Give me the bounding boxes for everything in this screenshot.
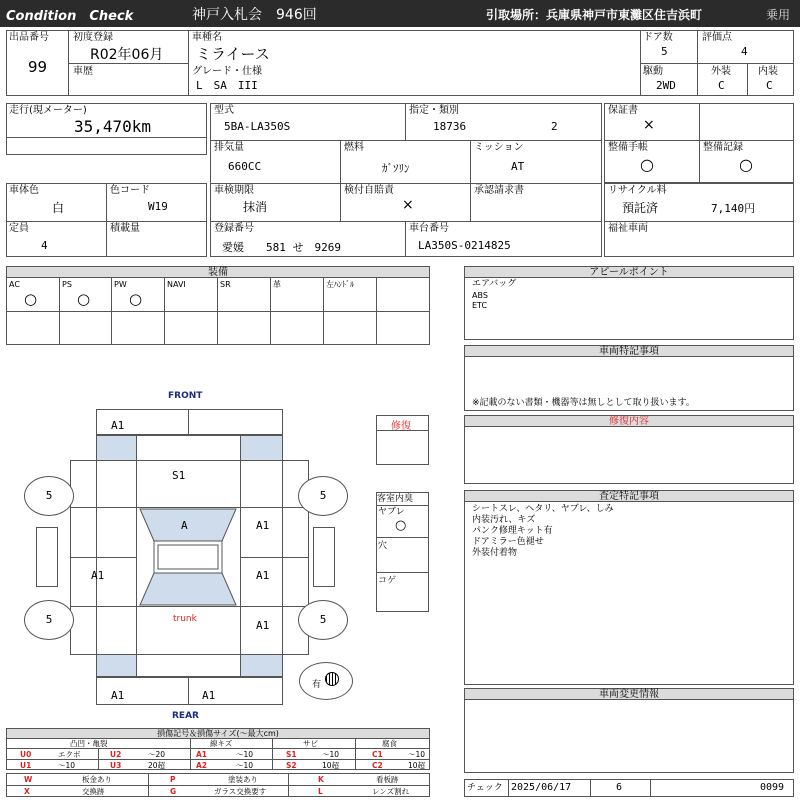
inspector-note-3: パンク修理キット有 [472,526,553,536]
legend-group-scratch: 線キズ [210,739,233,748]
check-label: チェック [467,783,503,793]
warranty-value: × [643,117,655,133]
inspection-label: 車検期限 [214,185,254,196]
legend-desc-l: レンズ割れ [372,787,410,796]
legend-code-u0: U0 [20,750,32,759]
legend-code-a1: A1 [196,750,208,759]
mission-label: ミッション [474,142,524,153]
load-label: 積載量 [110,223,140,234]
maint-record-label: 整備記録 [703,142,743,153]
equip-ac-label: AC [9,280,20,289]
legend-group-corrosion: 腐食 [382,739,397,748]
mark-left-rear-door: A1 [91,569,105,582]
mileage-label: 走行(現メーター) [9,105,87,116]
legend-desc-u1: ～10 [58,761,76,770]
legend-desc-u3: 20超 [148,761,166,770]
capacity-label: 定員 [9,223,29,234]
exterior-value: C [718,79,725,92]
mark-right-rear-door: A1 [256,569,270,582]
odor-tear-label: ヤブレ [378,507,405,517]
legend-code-k: K [318,775,324,784]
body-color-label: 車体色 [9,185,39,196]
legend-desc-u2: ～20 [148,750,166,759]
inspector-note-1: シートスレ、ヘタリ、ヤブレ、しみ [472,504,614,514]
warranty-label: 保証書 [608,105,638,116]
special-title: 車両特記事項 [464,345,794,357]
equip-pw-label: PW [114,280,127,289]
legend-desc-s1: ～10 [322,750,340,759]
legend-code-u1: U1 [20,761,32,770]
maint-book-label: 整備手帳 [608,142,648,153]
history-label: 車歴 [73,66,93,77]
odor-hole-label: 穴 [378,541,388,551]
pickup-location: 引取場所：兵庫県神戸市東灘区住吉浜町 [486,8,703,22]
repair-content-box [464,426,794,484]
chassis-value: LA350S-0214825 [418,239,511,252]
inspector-note-4: ドアミラー色褪せ [472,537,544,547]
body-color-value: 白 [52,201,65,215]
car-name-value: ミライース [196,45,270,63]
doors-label: ドア数 [643,32,673,43]
reg-no-value: 愛媛 581 せ 9269 [222,241,341,254]
legend-desc-w: 板金あり [82,775,112,784]
front-label: FRONT [168,391,203,401]
equip-ac-value: ○ [24,290,38,308]
mark-roof: A [181,519,188,532]
tire-front-left: 5 [24,476,74,516]
model-value: 5BA-LA350S [224,120,291,133]
displacement-value: 660CC [228,160,262,173]
legend-desc-p: 塗装あり [228,775,258,784]
exterior-label: 外装 [711,66,731,77]
rear-label: REAR [172,711,199,721]
insurance-value: × [402,197,414,213]
score-label: 評価点 [702,32,732,43]
changes-box [464,699,794,773]
equip-sr-label: SR [220,280,231,289]
spare-tire-label: 有 [312,680,322,690]
trunk-label: trunk [173,614,197,624]
legend-desc-u0: エクボ [58,750,81,759]
appeal-line-1: エアバッグ [472,279,517,289]
reg-no-label: 登録番号 [214,223,254,234]
legend-code-s2: S2 [286,761,297,770]
mark-hood: S1 [172,469,186,482]
designation-label: 指定・類別 [409,105,459,116]
recycle-label: リサイクル料 [608,185,667,196]
grade-label: グレード・仕様 [192,66,262,77]
inspection-value: 抹消 [243,200,268,214]
legend-desc-c2: 10超 [408,761,426,770]
recycle-amount: 7,140円 [711,202,756,215]
legend-code-u3: U3 [110,761,122,770]
displacement-label: 排気量 [214,142,244,153]
drive-value: 2WD [656,79,676,92]
equip-ps-value: ○ [77,290,91,308]
appeal-title: アピールポイント [464,266,794,278]
odor-burn-label: コゲ [378,576,397,586]
legend-code-p: P [170,775,176,784]
check-number: 6 [616,782,623,793]
legend-group-rust: サビ [303,739,318,748]
appeal-line-2: ABS [472,291,488,300]
legend-desc-g: ガラス交換要す [214,787,267,796]
mark-right-front-door: A1 [256,519,270,532]
legend-group-dent: 凸凹・亀裂 [70,739,108,748]
brand-title: Condition Check [6,9,134,24]
interior-value: C [766,79,773,92]
legend-code-s1: S1 [286,750,297,759]
mileage-value: 35,470km [74,117,152,136]
odor-title: 客室内臭 [377,494,414,504]
color-code-value: W19 [148,200,168,213]
equipment-title: 装備 [6,266,430,278]
legend-desc-a2: ～10 [236,761,254,770]
legend-title: 損傷記号＆損傷サイズ(～最大cm) [6,728,430,739]
legend-desc-k: 看板跡 [376,775,399,784]
legend-desc-s2: 10超 [322,761,340,770]
claim-label: 承認請求書 [474,185,524,196]
inspector-notes-title: 査定特記事項 [464,490,794,502]
equip-navi-label: NAVI [167,280,186,289]
legend-code-w: W [24,775,33,784]
spare-tire-icon [325,672,339,686]
designation-value2: 2 [551,120,558,133]
first-reg-label: 初度登録 [73,32,113,43]
doors-value: 5 [661,45,668,58]
chassis-label: 車台番号 [409,223,449,234]
inspector-note-2: 内装汚れ、キズ [472,515,536,525]
first-reg-value: R02年06月 [90,47,164,63]
color-code-label: 色コード [110,185,150,196]
lot-number: 99 [28,58,48,76]
car-name-label: 車種名 [192,32,222,43]
equip-leather-label: 革 [273,280,281,289]
fuel-label: 燃料 [344,142,364,153]
legend-code-u2: U2 [110,750,122,759]
mark-rear-bumper-right: A1 [202,689,216,702]
maint-book-value: ○ [640,155,654,174]
legend-code-c2: C2 [372,761,383,770]
special-note: ※記載のない書類・機器等は無しとして取り扱います。 [472,398,695,408]
maint-record-value: ○ [739,155,753,174]
legend-desc-x: 交換跡 [82,787,105,796]
tire-rear-left: 5 [24,600,74,640]
equip-lhd-label: 左ﾊﾝﾄﾞﾙ [326,280,354,289]
mark-right-quarter: A1 [256,619,270,632]
welfare-label: 福祉車両 [608,223,648,234]
interior-label: 内装 [758,66,778,77]
fuel-value: ｶﾞｿﾘﾝ [382,162,410,175]
appeal-line-3: ETC [472,301,488,310]
mark-front-bumper: A1 [111,419,125,432]
check-date: 2025/06/17 [511,782,572,793]
legend-desc-a1: ～10 [236,750,254,759]
inspector-note-5: 外装付着物 [472,548,518,558]
auction-title: 神戸入札会 946回 [192,7,317,23]
recycle-status: 預託済 [622,201,659,215]
check-code: 0099 [760,782,785,793]
grade-value: L SA III [196,79,258,92]
odor-tear-value: ○ [395,518,407,533]
tire-rear-right: 5 [298,600,348,640]
tire-front-right: 5 [298,476,348,516]
designation-value1: 18736 [433,120,467,133]
model-label: 型式 [214,105,234,116]
score-value: 4 [741,45,748,58]
equip-ps-label: PS [62,280,72,289]
repair-box-title: 修復 [391,421,411,432]
legend-code-g: G [170,787,177,796]
insurance-label: 検付自賠責 [344,185,394,196]
legend-code-a2: A2 [196,761,208,770]
legend-code-x: X [24,787,30,796]
drive-label: 駆動 [643,66,663,77]
repair-content-title: 修復内容 [464,415,794,427]
lot-label: 出品番号 [9,32,49,43]
equip-pw-value: ○ [129,290,143,308]
capacity-value: 4 [41,239,48,252]
legend-code-c1: C1 [372,750,383,759]
legend-desc-c1: ～10 [408,750,426,759]
vehicle-category: 乗用 [766,8,791,22]
legend-code-l: L [318,787,323,796]
changes-title: 車両変更情報 [464,688,794,700]
mission-value: AT [511,160,525,173]
mark-rear-bumper-left: A1 [111,689,125,702]
